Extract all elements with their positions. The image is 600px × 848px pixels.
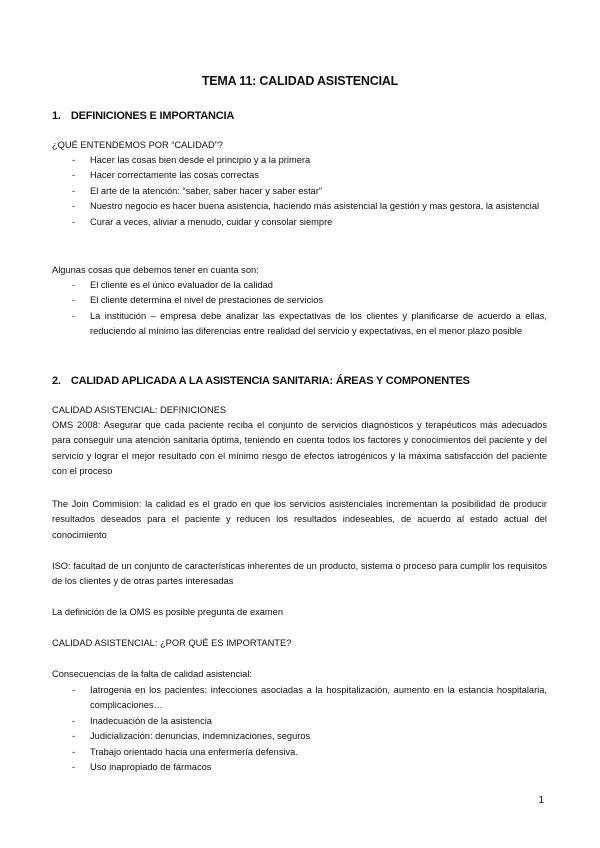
definitions-subheading: CALIDAD ASISTENCIAL: DEFINICIONES	[52, 405, 227, 415]
importance-subheading: CALIDAD ASISTENCIAL: ¿POR QUÉ ES IMPORTANTE?	[52, 638, 292, 648]
list-item: - El cliente determina el nivel de prestaciones de servicios	[72, 293, 547, 308]
quality-definitions-list	[72, 153, 547, 230]
list-item: - Uso inapropiado de fármacos	[72, 760, 547, 775]
list-item: - El cliente es el único evaluador de la calidad	[72, 278, 547, 293]
section-2-title: CALIDAD APLICADA A LA ASISTENCIA SANITARIA: ÁREAS Y COMPONENTES	[70, 375, 470, 387]
section-2-number: 2.	[52, 375, 61, 387]
list-item: - Hacer las cosas bien desde el principio y a la primera	[72, 153, 547, 168]
list-item: - Nuestro negocio es hacer buena asistencia, haciendo más asistencial la gestión y mas gestora, la asistencial	[72, 199, 547, 214]
list-item: - La institución – empresa debe analizar las expectativas de los clientes y planificarse de acuerdo a ellas, reduciendo al mínimo las diferencias entre realidad del servicio y expectativas, en el menor plazo posible	[72, 309, 547, 340]
quality-question: ¿QUÉ ENTENDEMOS POR “CALIDAD”?	[52, 140, 223, 150]
section-1-number: 1.	[52, 110, 61, 122]
consequences-list	[72, 683, 547, 775]
joint-commission-definition: The Join Commision: la calidad es el grado en que los servicios asistenciales incrementan la posibilidad de producir resultados deseados para el paciente y reducen los resultados indeseables, de acuerdo al estado actual del conocimiento	[52, 499, 547, 540]
list-item: - El arte de la atención: “saber, saber hacer y saber estar”	[72, 184, 547, 199]
considerations-intro: Algunas cosas que debemos tener en cuanta son:	[52, 265, 259, 275]
oms-definition: OMS 2008: Asegurar que cada paciente reciba el conjunto de servicios diagnósticos y terapéuticos más adecuados para conseguir una atención sanitaria óptima, teniendo en cuenta todos los factores y conocimientos del paciente y del servicio y lograr el mejor resultado con el mínimo riesgo de efectos iatrogénicos y la máxima satisfacción del paciente con el proceso	[52, 420, 547, 477]
list-item: - Iatrogenia en los pacientes: infecciones asociadas a la hospitalización, aumento en la estancia hospitalaria, complicaciones…	[72, 683, 547, 714]
list-item: - Curar a veces, aliviar a menudo, cuidar y consolar siempre	[72, 215, 547, 230]
list-item: - Hacer correctamente las cosas correctas	[72, 168, 547, 183]
page-title: TEMA 11: CALIDAD ASISTENCIAL	[201, 74, 399, 88]
consequences-intro: Consecuencias de la falta de calidad asistencial:	[52, 669, 253, 679]
section-1-title: DEFINICIONES E IMPORTANCIA	[70, 110, 235, 122]
list-item: - Judicialización: denuncias, indemnizaciones, seguros	[72, 729, 547, 744]
section-1-heading	[52, 110, 234, 122]
exam-note: La definición de la OMS es posible pregunta de examen	[52, 607, 284, 617]
list-item: - Inadecuación de la asistencia	[72, 714, 547, 729]
iso-definition: ISO: facultad de un conjunto de características inherentes de un producto, sistema o proceso para cumplir los requisitos de los clientes y de otras partes interesadas	[52, 561, 547, 587]
considerations-list	[72, 278, 547, 340]
list-item: - Trabajo orientado hacia una enfermería defensiva.	[72, 745, 547, 760]
section-2-heading	[52, 375, 470, 387]
page-number: 1	[538, 795, 544, 806]
